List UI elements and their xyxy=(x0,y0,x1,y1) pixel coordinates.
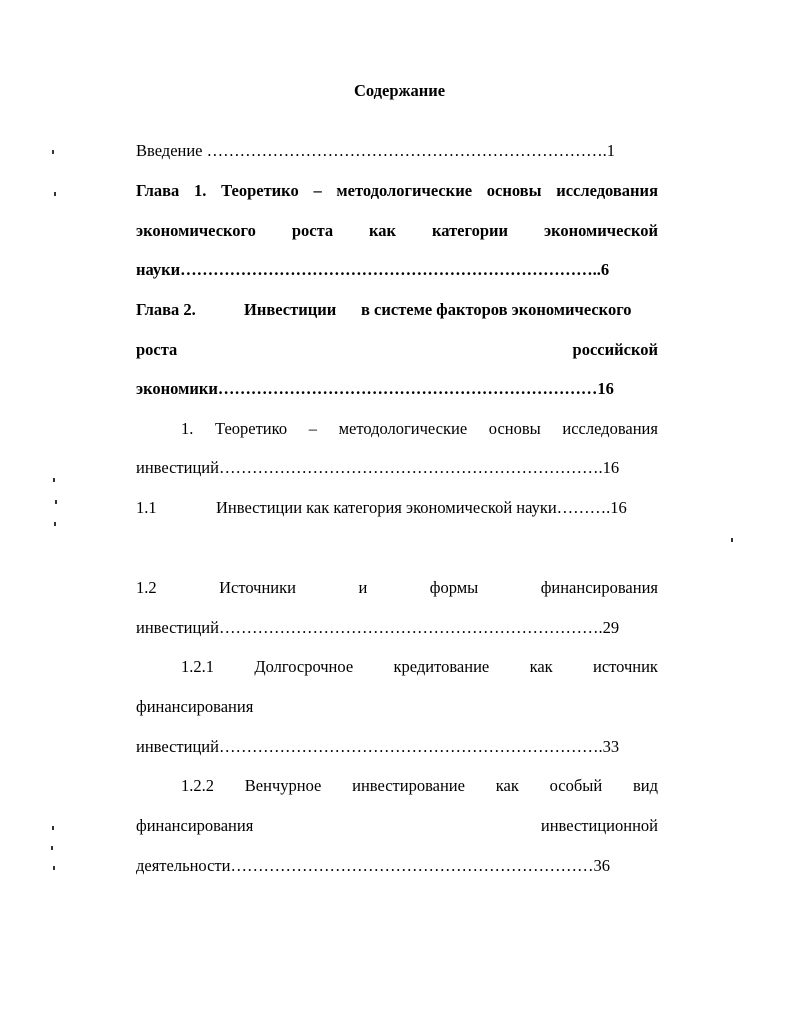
scan-speck xyxy=(52,826,54,830)
toc-entry-chapter1-cont: экономического роста как категории экономической xyxy=(136,221,658,240)
toc-entry-intro: Введение ……………………………………………………………….1 xyxy=(136,141,616,160)
toc-entry-chapter1: Глава 1. Теоретико – методологические основы исследования xyxy=(136,181,658,200)
toc-entry-section1-2-2-cont: финансирования инвестиционной xyxy=(136,816,658,835)
toc-entry-chapter2-page: экономики……………………………………………………………16 xyxy=(136,379,614,398)
scan-speck xyxy=(53,478,55,482)
scan-speck xyxy=(55,500,57,504)
scan-speck xyxy=(51,846,53,850)
scan-speck xyxy=(54,192,56,196)
toc-entry-section1-2-1: 1.2.1 Долгосрочное кредитование как источник xyxy=(181,657,658,676)
toc-entry-chapter1-page: науки…………………………………………………………………..6 xyxy=(136,260,610,279)
toc-entry-section1-2-2: 1.2.2 Венчурное инвестирование как особый вид xyxy=(181,776,658,795)
toc-entry-chapter2-cont: роста российской xyxy=(136,340,658,359)
scan-speck xyxy=(731,538,733,542)
toc-entry-section1-2-2-page: деятельности…………………………………………………………36 xyxy=(136,856,610,875)
page-title: Содержание xyxy=(353,81,446,100)
toc-entry-section1-2-1-page: инвестиций…………………………………………………………….33 xyxy=(136,737,620,756)
toc-entry-section1-2-page: инвестиций…………………………………………………………….29 xyxy=(136,618,620,637)
scan-speck xyxy=(52,150,54,154)
scan-speck xyxy=(54,522,56,526)
toc-entry-chapter2: Глава 2. Инвестиции в системе факторов экономического xyxy=(136,300,632,319)
toc-entry-section1-2: 1.2 Источники и формы финансирования xyxy=(136,578,658,597)
toc-entry-section1-2-1-cont: финансирования xyxy=(136,697,254,716)
toc-entry-section1-page: инвестиций…………………………………………………………….16 xyxy=(136,458,620,477)
toc-entry-section1: 1. Теоретико – методологические основы исследования xyxy=(181,419,658,438)
scan-speck xyxy=(53,866,55,870)
toc-entry-section1-1: 1.1 Инвестиции как категория экономической науки……….16 xyxy=(136,498,627,517)
